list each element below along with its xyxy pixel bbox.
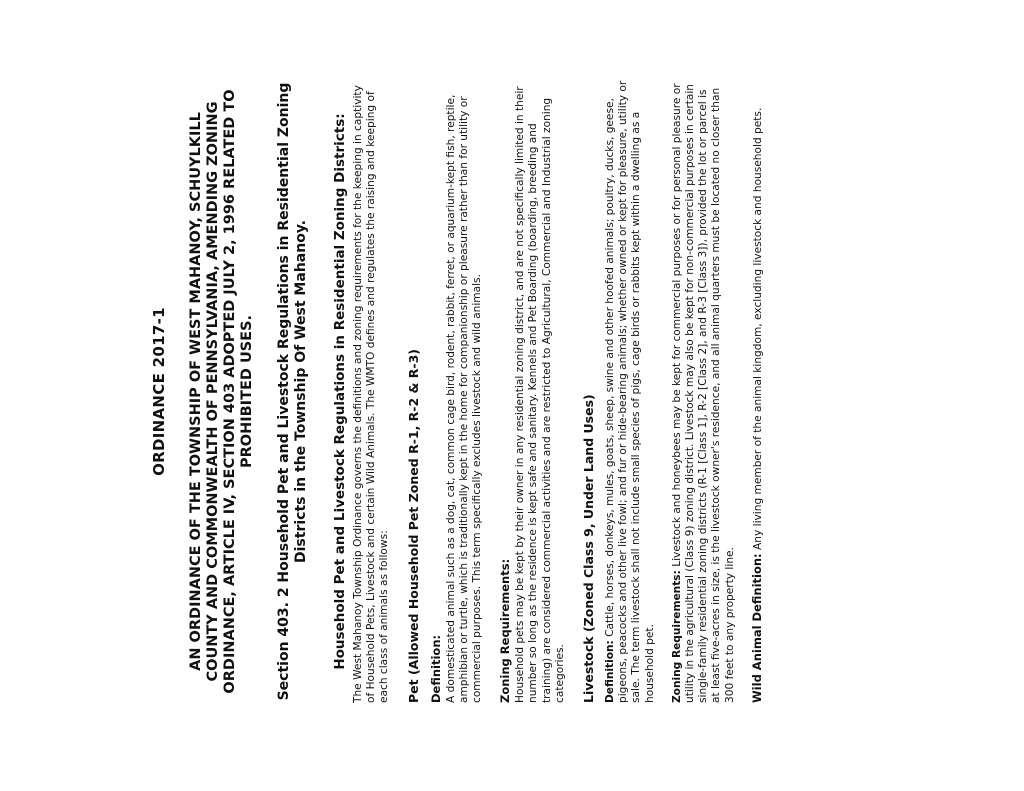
intro-paragraph: The West Mahanoy Township Ordinance governs the definitions and zoning requirements for the keeping in captivity of Household Pets, Livestock and certain Wild Animals. The WMTO defines and regulates the raising and keeping of each class of animals as follows: (352, 85, 391, 703)
ordinance-number: ORDINANCE 2017-1 (150, 307, 168, 476)
livestock-definition: Cattle, horses, donkeys, mules, goats, sheep, swine and other hoofed animals; poultry, ducks, geese, pigeons, peacocks and other live fowl; and fur or hide-bearing animals; whether owned or kept for pleasure, utility or sale. The term livestock shall not include small species of pigs, cage birds or rabbits kept within a dwelling as a household pet. (604, 80, 656, 703)
pet-definition: A domesticated animal such as a dog, cat, common cage bird, rodent, rabbit, ferret, or aquarium-kept fish, reptile, amphibian or turtle, which is traditionally kept in the home for companionship or pleasure rather than for utility or commercial purposes. This term specifically excludes livestock and wild animals. (444, 94, 484, 703)
livestock-definition-label: Definition: (604, 640, 617, 703)
pet-definition-label: Definition: (428, 634, 443, 703)
livestock-zoning: Livestock and honeybees may be kept for commercial purposes or for personal pleasure or utility in the agricultural (Class 9) zoning district. Livestock may also be kept for non-commercial purposes in certain single-family residential zoning districts (R-1 [Class 1], R-2 [Class 2], and R-3 [Class 3]), provided the lot or parcel is at least five-acres in size, is the livestock owner's residence, and all animal quarters must be located no closer than 300 feet to any property line. (670, 83, 736, 703)
pet-zoning: Household pets may be kept by their owner in any residential zoning district, and are not specifically limited in their number so long as the residence is kept safe and sanitary. Kennels and Pet Boarding (boarding, breeding and training) are considered commercial activities and are restricted to Agricultural, Commercial and Industrial zoning categories. (514, 86, 566, 703)
ordinance-title: AN ORDINANCE OF THE TOWNSHIP OF WEST MAHANOY, SCHUYLKILL COUNTY AND COMMONWEALTH OF PENNSYLVANIA, AMENDING ZONING ORDINANCE, ARTICLE IV, SECTION 403 ADOPTED JULY 2, 1996 RELATED TO PROHIBITED USES. (188, 89, 255, 694)
main-heading: Household Pet and Livestock Regulations in Residential Zoning Districts: (332, 113, 348, 670)
livestock-zoning-block (671, 80, 737, 703)
wild-animal-block (751, 80, 765, 703)
pet-heading: Pet (Allowed Household Pet Zoned R-1, R-2 & R-3) (405, 348, 421, 703)
section-title: Section 403. 2 Household Pet and Livestock Regulations in Residential Zoning Districts in the Township Of West Mahanoy. (276, 82, 309, 701)
livestock-definition-block (604, 80, 657, 703)
livestock-heading: Livestock (Zoned Class 9, Under Land Uses) (581, 394, 597, 703)
livestock-zoning-label: Zoning Requirements: (670, 570, 683, 703)
pet-zoning-label: Zoning Requirements: (498, 558, 513, 703)
wild-animal-label: Wild Animal Definition: (749, 553, 764, 703)
wild-animal-text: Any living member of the animal kingdom, excluding livestock and household pets. (751, 107, 764, 550)
